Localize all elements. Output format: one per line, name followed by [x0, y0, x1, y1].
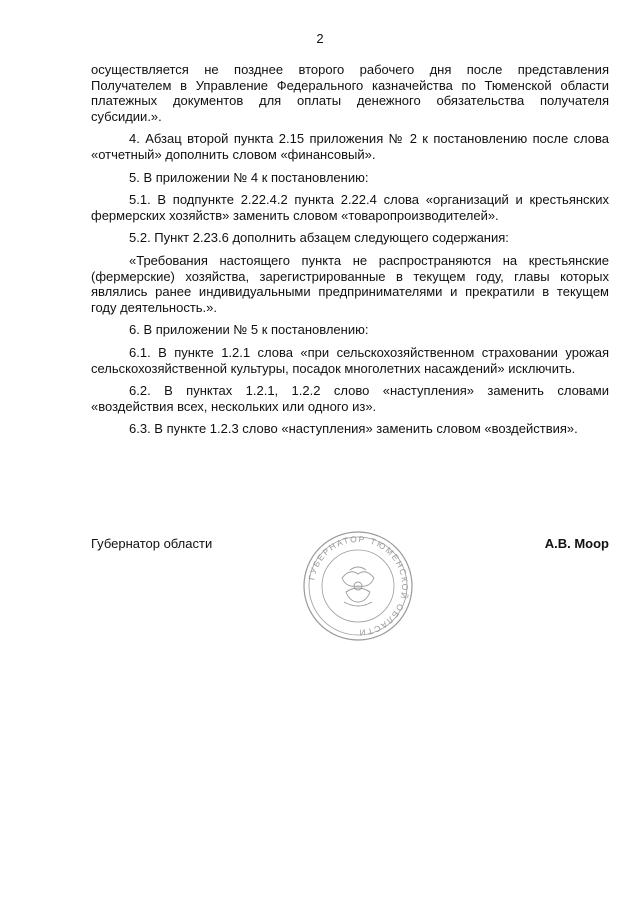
- signatory-name: А.В. Моор: [544, 536, 609, 551]
- official-seal-stamp: [302, 530, 414, 642]
- document-body: [91, 62, 609, 444]
- paragraph-quote: «Требования настоящего пункта не распространяются на крестьянские (фермерские) хозяйства, зарегистрированные в текущем году, главы которых являлись ранее индивидуальными предпринимателями и прекратили в текущем году деятельность.».: [91, 252, 609, 315]
- page-number: 2: [316, 31, 324, 46]
- seal-emblem: [342, 567, 374, 606]
- paragraph-item-6: 6. В приложении № 5 к постановлению:: [129, 322, 369, 338]
- paragraph-item-5: 5. В приложении № 4 к постановлению:: [129, 169, 369, 185]
- paragraph-item-6-1: 6.1. В пункте 1.2.1 слова «при сельскохозяйственном страховании урожая сельскохозяйственной культуры, посадок многолетних насаждений» исключить.: [91, 344, 609, 376]
- paragraph-item-4: 4. Абзац второй пункта 2.15 приложения № 2 к постановлению после слова «отчетный» дополнить словом «финансовый».: [91, 131, 609, 162]
- signatory-title: Губернатор области: [91, 536, 213, 551]
- paragraph-continuation: осуществляется не позднее второго рабочего дня после представления Получателем в Управление Федерального казначейства по Тюменской области платежных документов для оплаты денежного обязательства получателя субсидии.».: [91, 62, 609, 124]
- paragraph-item-5-1: 5.1. В подпункте 2.22.4.2 пункта 2.22.4 слова «организаций и крестьянских фермерских хозяйств» заменить словом «товаропроизводителей».: [91, 192, 609, 223]
- paragraph-item-6-3: 6.3. В пункте 1.2.3 слово «наступления» заменить словом «воздействия».: [129, 421, 578, 437]
- paragraph-item-6-2: 6.2. В пунктах 1.2.1, 1.2.2 слово «наступления» заменить словами «воздействия всех, нескольких или одного из».: [91, 383, 609, 414]
- paragraph-item-5-2: 5.2. Пункт 2.23.6 дополнить абзацем следующего содержания:: [129, 230, 509, 246]
- seal-ring-text: ГУБЕРНАТОР ТЮМЕНСКОЙ ОБЛАСТИ: [306, 533, 411, 639]
